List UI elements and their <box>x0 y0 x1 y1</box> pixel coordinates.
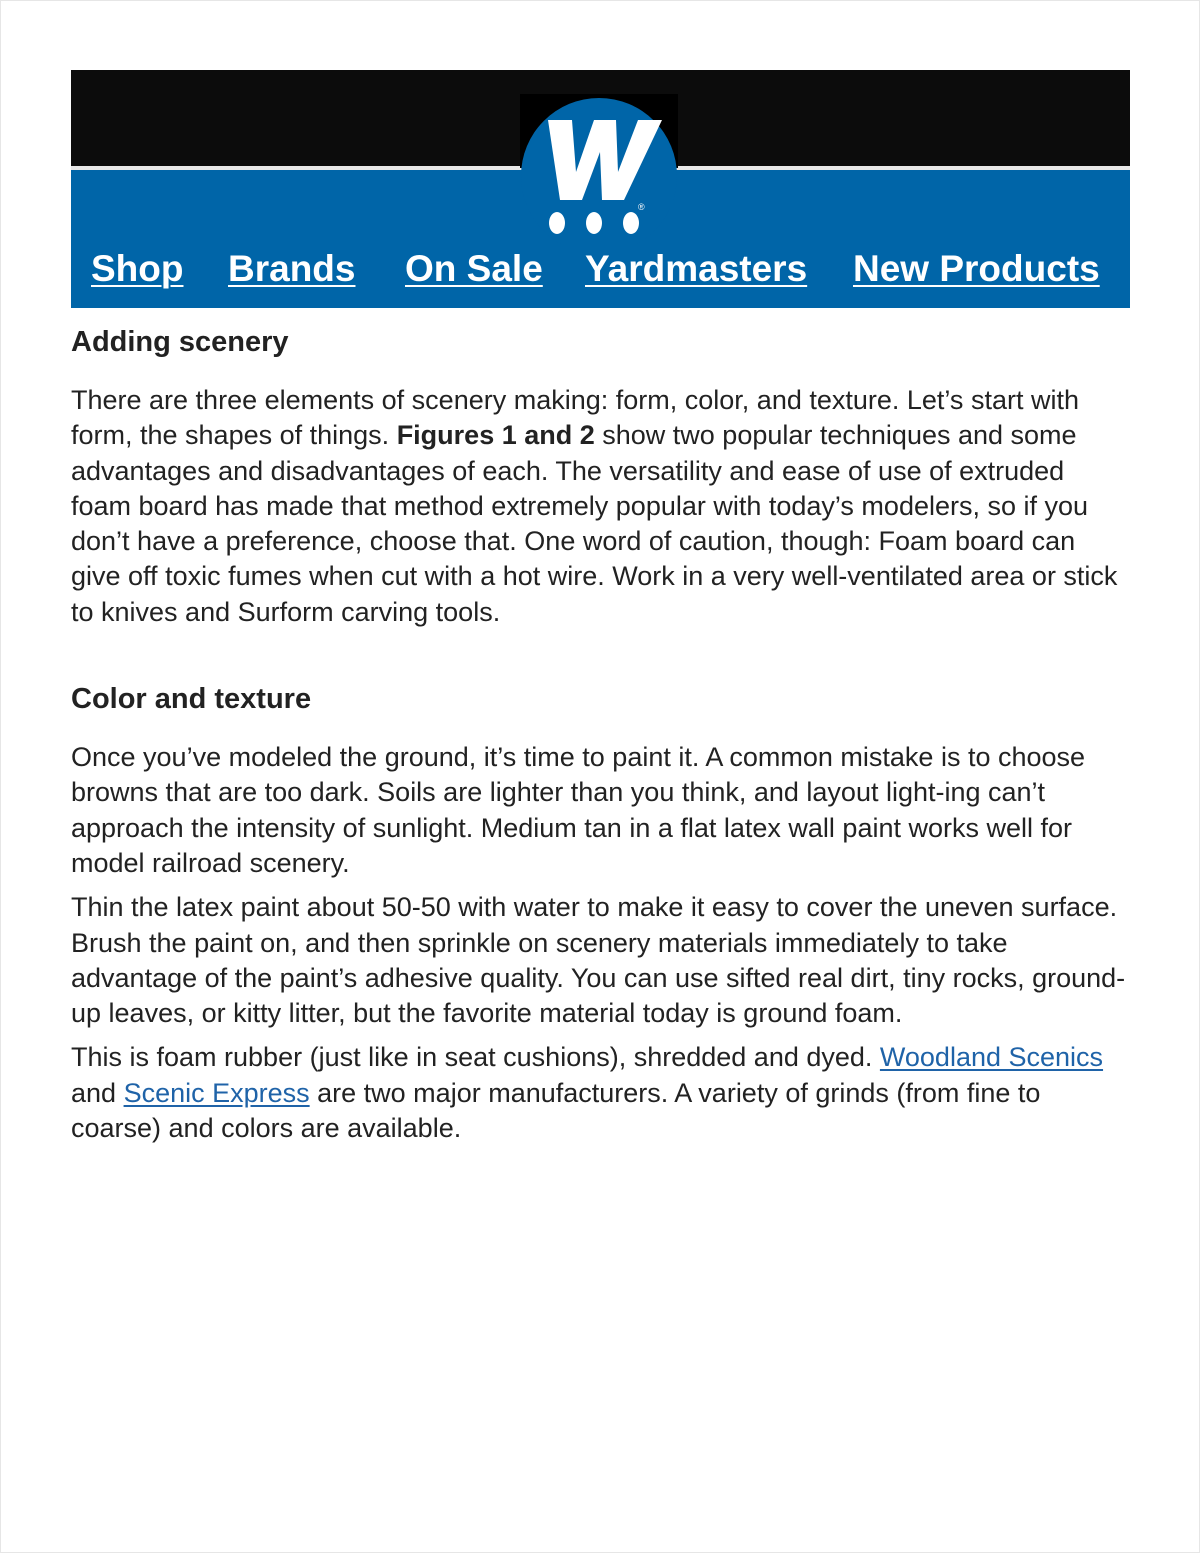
heading-adding-scenery: Adding scenery <box>71 326 289 358</box>
nav-yardmasters-link[interactable]: Yardmasters <box>585 248 808 289</box>
scenic-express-link[interactable]: Scenic Express <box>123 1077 310 1108</box>
nav-brands-link[interactable]: Brands <box>228 248 356 289</box>
walthers-logo[interactable] <box>520 94 678 244</box>
figures-reference: Figures 1 and 2 <box>396 420 595 451</box>
registered-mark: ® <box>638 202 645 212</box>
paragraph-foam <box>71 1040 1131 1146</box>
paragraph-foam-text-b: and <box>71 1077 124 1108</box>
paragraph-form-text-a: There are three elements of scenery making: form, color, and texture. Let’s start with form, the shapes of things. <box>71 385 1079 451</box>
paragraph-form-text-b: show two popular techniques and some advantages and disadvantages of each. The versatility and ease of use of extruded foam board has made that method extremely popular with today’s modelers, so if you don’t have a preference, choose that. One word of caution, though: Foam board can give off toxic fumes when cut with a hot wire. Work in a very well-ventilated area or stick to knives and Surform carving tools. <box>71 420 1118 627</box>
paragraph-foam-text-a: This is foam rubber (just like in seat cushions), shredded and dyed. <box>71 1042 880 1073</box>
woodland-scenics-link[interactable]: Woodland Scenics <box>879 1042 1104 1073</box>
article-content <box>71 322 1131 1146</box>
paragraph-foam-text-c: are two major manufacturers. A variety of grinds (from fine to coarse) and colors are available. <box>71 1077 1041 1144</box>
nav-shop-link[interactable]: Shop <box>91 248 184 289</box>
paragraph-latex: Thin the latex paint about 50-50 with water to make it easy to cover the uneven surface. Brush the paint on, and then sprinkle on scenery materials immediately to take advantage of the paint’s adhesive quality. You can use sifted real dirt, tiny rocks, ground-up leaves, or kitty litter, but the favorite material today is ground foam. <box>71 892 1126 1029</box>
nav-on-sale-link[interactable]: On Sale <box>405 248 543 289</box>
paragraph-form <box>71 383 1131 630</box>
paragraph-paint: Once you’ve modeled the ground, it’s time to paint it. A common mistake is to choose browns that are too dark. Soils are lighter than you think, and layout light-ing can’t approach the intensity of sunlight. Medium tan in a flat latex wall paint works well for model railroad scenery. <box>71 742 1086 878</box>
heading-color-texture: Color and texture <box>71 683 312 716</box>
site-header <box>71 70 1130 308</box>
nav-new-products-link[interactable]: New Products <box>853 248 1100 289</box>
